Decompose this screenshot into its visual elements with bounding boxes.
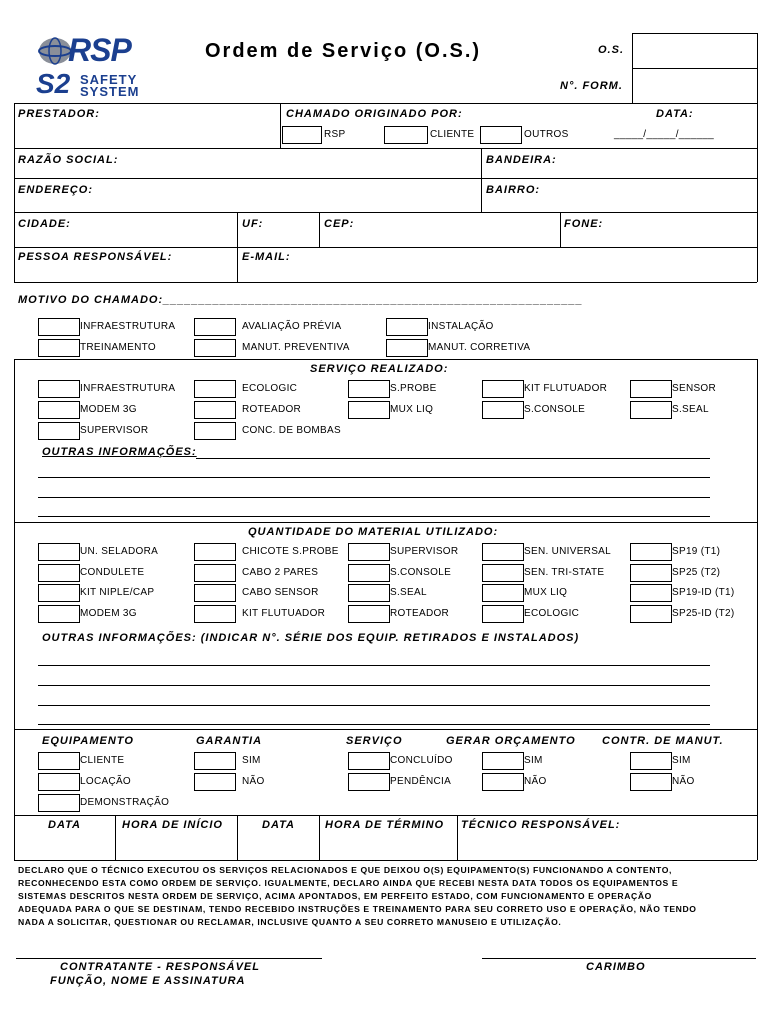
- motivo-option: MANUT. CORRETIVA: [428, 342, 531, 353]
- checkbox-material[interactable]: [348, 543, 390, 561]
- gerar-orcamento-label: GERAR ORÇAMENTO: [446, 735, 576, 747]
- servico-option: MUX LIQ: [390, 404, 434, 415]
- checkbox-servico[interactable]: [482, 401, 524, 419]
- outras-informacoes-serie-label: OUTRAS INFORMAÇÕES: (INDICAR N°. SÉRIE DOS EQUIP. RETIRADOS E INSTALADOS): [42, 632, 580, 644]
- servico-option: S.PROBE: [390, 383, 437, 394]
- option-cliente: CLIENTE: [430, 129, 475, 140]
- equipamento-label: EQUIPAMENTO: [42, 735, 134, 747]
- checkbox-material[interactable]: [194, 584, 236, 602]
- option-rsp: RSP: [324, 129, 346, 140]
- checkbox-material[interactable]: [348, 605, 390, 623]
- checkbox-servico[interactable]: [38, 380, 80, 398]
- contrato-sim-label: SIM: [672, 755, 691, 766]
- servico-option: SENSOR: [672, 383, 717, 394]
- material-option: MUX LIQ: [524, 587, 568, 598]
- checkbox-pendencia[interactable]: [348, 773, 390, 791]
- bairro-label: BAIRRO:: [486, 184, 541, 196]
- checkbox-material[interactable]: [194, 543, 236, 561]
- material-option: CABO SENSOR: [242, 587, 319, 598]
- outras-informacoes-label: OUTRAS INFORMAÇÕES:: [42, 446, 197, 458]
- write-line[interactable]: [196, 458, 710, 459]
- email-label: E-MAIL:: [242, 251, 291, 263]
- material-option: UN. SELADORA: [80, 546, 159, 557]
- checkbox-servico[interactable]: [630, 401, 672, 419]
- checkbox-orcamento-sim[interactable]: [482, 752, 524, 770]
- checkbox-servico[interactable]: [630, 380, 672, 398]
- material-option: CONDULETE: [80, 567, 145, 578]
- razao-social-label: RAZÃO SOCIAL:: [18, 154, 119, 166]
- motivo-option: AVALIAÇÃO PRÉVIA: [242, 321, 342, 332]
- servico-option: INFRAESTRUTURA: [80, 383, 176, 394]
- material-option: SP19-ID (T1): [672, 587, 735, 598]
- checkbox-concluido[interactable]: [348, 752, 390, 770]
- material-option: SP19 (T1): [672, 546, 721, 557]
- date-field[interactable]: _____/_____/______: [614, 129, 714, 140]
- servico-option: S.CONSOLE: [524, 404, 586, 415]
- material-option: SP25 (T2): [672, 567, 721, 578]
- checkbox-eq-demonstracao[interactable]: [38, 794, 80, 812]
- checkbox-material[interactable]: [38, 584, 80, 602]
- pendencia-label: PENDÊNCIA: [390, 776, 452, 787]
- checkbox-contrato-nao[interactable]: [630, 773, 672, 791]
- declaration-line: SISTEMAS DESCRITOS NESTA ORDEM DE SERVIÇO, ACIMA APONTADOS, EM PERFEITO ESTADO, COM FUNCIONAMENTO E OPERAÇÃO: [18, 891, 652, 901]
- write-line[interactable]: [38, 685, 710, 686]
- fone-label: FONE:: [564, 218, 604, 230]
- checkbox-material[interactable]: [194, 564, 236, 582]
- material-option: SP25-ID (T2): [672, 608, 735, 619]
- material-option: CABO 2 PARES: [242, 567, 319, 578]
- checkbox-rsp[interactable]: [282, 126, 322, 144]
- servico-realizado-title: SERVIÇO REALIZADO:: [310, 363, 449, 375]
- checkbox-material[interactable]: [348, 584, 390, 602]
- checkbox-servico[interactable]: [348, 380, 390, 398]
- servico-option: ECOLOGIC: [242, 383, 298, 394]
- garantia-sim-label: SIM: [242, 755, 261, 766]
- checkbox-servico[interactable]: [482, 380, 524, 398]
- contrato-nao-label: NÃO: [672, 776, 695, 787]
- checkbox-material[interactable]: [38, 543, 80, 561]
- checkbox-motivo-avaliacao[interactable]: [194, 318, 236, 336]
- material-option: ECOLOGIC: [524, 608, 580, 619]
- garantia-label: GARANTIA: [196, 735, 263, 747]
- material-option: KIT NIPLE/CAP: [80, 587, 155, 598]
- checkbox-motivo-instalacao[interactable]: [386, 318, 428, 336]
- checkbox-material[interactable]: [38, 564, 80, 582]
- data-inicio-label: DATA: [48, 819, 81, 831]
- endereco-label: ENDEREÇO:: [18, 184, 94, 196]
- hora-termino-label: HORA DE TÉRMINO: [325, 819, 445, 831]
- write-line[interactable]: [38, 724, 710, 725]
- material-option: SUPERVISOR: [390, 546, 459, 557]
- material-option: MODEM 3G: [80, 608, 137, 619]
- checkbox-servico[interactable]: [194, 380, 236, 398]
- checkbox-motivo-infraestrutura[interactable]: [38, 318, 80, 336]
- write-line[interactable]: [38, 516, 710, 517]
- checkbox-motivo-corretiva[interactable]: [386, 339, 428, 357]
- s2-logo-mark: S2: [36, 68, 71, 99]
- write-line[interactable]: [38, 705, 710, 706]
- write-line[interactable]: [38, 497, 710, 498]
- safety-logo-text: SAFETY: [80, 72, 138, 87]
- declaration-line: NADA A SOLICITAR, QUESTIONAR OU RECLAMAR, INCLUSIVE QUANTO A SEU CORRETO MANUSEIO E UTILIZAÇÃO.: [18, 917, 562, 927]
- form-number-field[interactable]: [632, 68, 758, 104]
- servico-label: SERVIÇO: [346, 735, 403, 747]
- servico-option: CONC. DE BOMBAS: [242, 425, 341, 436]
- checkbox-eq-locacao[interactable]: [38, 773, 80, 791]
- contratante-signature-line[interactable]: [16, 958, 322, 959]
- funcao-nome-label: FUNÇÃO, NOME E ASSINATURA: [50, 975, 246, 987]
- declaration-text: [18, 864, 754, 929]
- checkbox-material[interactable]: [630, 605, 672, 623]
- os-field[interactable]: [632, 33, 758, 69]
- rsp-logo: [38, 32, 168, 68]
- material-option: SEN. TRI-STATE: [524, 567, 605, 578]
- data-termino-label: DATA: [262, 819, 295, 831]
- uf-label: UF:: [242, 218, 264, 230]
- checkbox-material[interactable]: [482, 564, 524, 582]
- s2-logo: [36, 68, 166, 100]
- prestador-label: PRESTADOR:: [18, 108, 100, 120]
- material-option: CHICOTE S.PROBE: [242, 546, 339, 557]
- carimbo-label: CARIMBO: [586, 961, 646, 973]
- servico-option: MODEM 3G: [80, 404, 137, 415]
- material-option: S.SEAL: [390, 587, 427, 598]
- checkbox-material[interactable]: [348, 564, 390, 582]
- cep-label: CEP:: [324, 218, 355, 230]
- checkbox-material[interactable]: [482, 605, 524, 623]
- data-label: DATA:: [656, 108, 694, 120]
- checkbox-garantia-sim[interactable]: [194, 752, 236, 770]
- system-logo-text: SYSTEM: [80, 84, 140, 99]
- motivo-option: TREINAMENTO: [80, 342, 156, 353]
- checkbox-servico[interactable]: [38, 401, 80, 419]
- orcamento-sim-label: SIM: [524, 755, 543, 766]
- checkbox-cliente[interactable]: [384, 126, 428, 144]
- pessoa-responsavel-label: PESSOA RESPONSÁVEL:: [18, 251, 173, 263]
- motivo-option: INFRAESTRUTURA: [80, 321, 176, 332]
- servico-option: S.SEAL: [672, 404, 709, 415]
- material-option: KIT FLUTUADOR: [242, 608, 326, 619]
- motivo-label: MOTIVO DO CHAMADO:___________________________________________________________: [18, 294, 584, 306]
- checkbox-orcamento-nao[interactable]: [482, 773, 524, 791]
- checkbox-material[interactable]: [630, 584, 672, 602]
- checkbox-outros[interactable]: [480, 126, 522, 144]
- orcamento-nao-label: NÃO: [524, 776, 547, 787]
- material-option: S.CONSOLE: [390, 567, 452, 578]
- checkbox-material[interactable]: [38, 605, 80, 623]
- servico-option: KIT FLUTUADOR: [524, 383, 608, 394]
- carimbo-line[interactable]: [482, 958, 756, 959]
- servico-option: SUPERVISOR: [80, 425, 149, 436]
- checkbox-contrato-sim[interactable]: [630, 752, 672, 770]
- page-title: Ordem de Serviço (O.S.): [205, 40, 482, 62]
- material-option: SEN. UNIVERSAL: [524, 546, 612, 557]
- write-line[interactable]: [38, 665, 710, 666]
- checkbox-servico[interactable]: [348, 401, 390, 419]
- checkbox-garantia-nao[interactable]: [194, 773, 236, 791]
- eq-locacao-label: LOCAÇÃO: [80, 776, 132, 787]
- checkbox-eq-cliente[interactable]: [38, 752, 80, 770]
- motivo-option: INSTALAÇÃO: [428, 321, 494, 332]
- cidade-label: CIDADE:: [18, 218, 71, 230]
- hora-inicio-label: HORA DE INÍCIO: [122, 819, 223, 831]
- declaration-line: DECLARO QUE O TÉCNICO EXECUTOU OS SERVIÇOS RELACIONADOS E QUE DEIXOU O(S) EQUIPAMENTO(S) FUNCIONANDO A CONTENTO,: [18, 865, 673, 875]
- checkbox-servico[interactable]: [194, 401, 236, 419]
- eq-demonstracao-label: DEMONSTRAÇÃO: [80, 797, 170, 808]
- checkbox-material[interactable]: [630, 543, 672, 561]
- chamado-label: CHAMADO ORIGINADO POR:: [286, 108, 463, 120]
- tecnico-responsavel-label: TÉCNICO RESPONSÁVEL:: [461, 819, 621, 831]
- checkbox-material[interactable]: [482, 584, 524, 602]
- checkbox-servico[interactable]: [194, 422, 236, 440]
- material-title: QUANTIDADE DO MATERIAL UTILIZADO:: [248, 526, 499, 538]
- concluido-label: CONCLUÍDO: [390, 755, 453, 766]
- write-line[interactable]: [38, 477, 710, 478]
- form-number-label: N°. FORM.: [560, 80, 623, 92]
- rsp-logo-text: RSP: [68, 32, 131, 68]
- globe-icon: [38, 36, 72, 66]
- contratante-label: CONTRATANTE - RESPONSÁVEL: [60, 961, 260, 973]
- checkbox-material[interactable]: [194, 605, 236, 623]
- checkbox-motivo-treinamento[interactable]: [38, 339, 80, 357]
- contrato-manutencao-label: CONTR. DE MANUT.: [602, 735, 724, 747]
- bandeira-label: BANDEIRA:: [486, 154, 557, 166]
- servico-option: ROTEADOR: [242, 404, 302, 415]
- checkbox-material[interactable]: [630, 564, 672, 582]
- os-label: O.S.: [598, 44, 625, 56]
- eq-cliente-label: CLIENTE: [80, 755, 125, 766]
- option-outros: OUTROS: [524, 129, 569, 140]
- material-option: ROTEADOR: [390, 608, 450, 619]
- declaration-line: RECONHECENDO ESTA COMO ORDEM DE SERVIÇO. IGUALMENTE, DECLARO AINDA QUE RECEBI NESTA DATA TODOS OS EQUIPAMENTOS E: [18, 878, 679, 888]
- checkbox-servico[interactable]: [38, 422, 80, 440]
- motivo-option: MANUT. PREVENTIVA: [242, 342, 350, 353]
- checkbox-motivo-preventiva[interactable]: [194, 339, 236, 357]
- garantia-nao-label: NÃO: [242, 776, 265, 787]
- checkbox-material[interactable]: [482, 543, 524, 561]
- declaration-line: ADEQUADA PARA O QUE SE DESTINAM, TENDO RECEBIDO INSTRUÇÕES E TREINAMENTO PARA SEU CORRETO USO E OPERAÇÃO, NÃO TENDO: [18, 904, 697, 914]
